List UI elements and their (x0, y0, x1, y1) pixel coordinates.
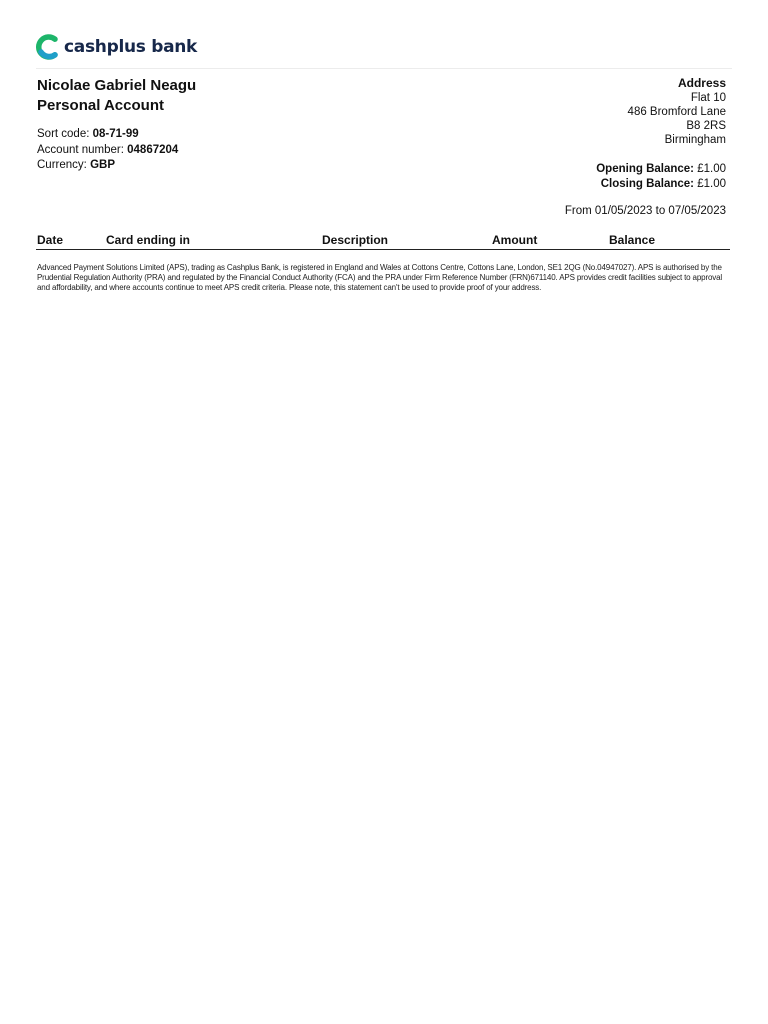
balances-block (596, 162, 726, 191)
sort-code-line (37, 127, 178, 143)
column-header-amount: Amount (492, 233, 538, 247)
sort-code-label: Sort code: (37, 128, 90, 140)
currency-line (37, 158, 178, 174)
column-header-description: Description (322, 233, 389, 247)
address-block (628, 76, 726, 147)
account-holder-block (37, 76, 196, 116)
closing-balance-label: Closing Balance: (600, 177, 695, 190)
column-header-balance: Balance (609, 233, 656, 247)
address-line: B8 2RS (686, 120, 726, 132)
cashplus-logo (36, 33, 197, 61)
opening-balance-value: £1.00 (697, 163, 726, 175)
column-header-card: Card ending in (106, 233, 190, 247)
closing-balance-value: £1.00 (697, 177, 726, 190)
sort-code-value: 08-71-99 (92, 128, 139, 140)
opening-balance-label: Opening Balance: (596, 163, 695, 175)
cashplus-c-icon (36, 33, 60, 61)
account-details (37, 127, 178, 174)
brand-name: cashplus bank (64, 36, 198, 57)
column-header-date: Date (37, 233, 64, 247)
address-line: Flat 10 (690, 92, 726, 104)
account-holder-name: Nicolae Gabriel Neagu (37, 77, 197, 94)
address-line: Birmingham (664, 134, 726, 146)
address-line: 486 Bromford Lane (627, 106, 726, 118)
account-number-label: Account number: (37, 143, 124, 156)
account-number-line (37, 143, 178, 159)
statement-period: From 01/05/2023 to 07/05/2023 (564, 205, 726, 217)
transactions-table-header (36, 232, 730, 250)
account-type: Personal Account (37, 97, 164, 114)
currency-value: GBP (90, 159, 115, 171)
account-number-value: 04867204 (127, 143, 179, 156)
closing-balance-line (596, 177, 726, 192)
currency-label: Currency: (37, 159, 87, 171)
address-title: Address (677, 76, 726, 90)
opening-balance-line (596, 162, 726, 177)
regulatory-disclaimer: Advanced Payment Solutions Limited (APS), trading as Cashplus Bank, is registered in England and Wales at Cottons Centre, Cottons Lane, London, SE1 2QG (No.04947027). APS is authorised by the Prudential Regulation Authority (PRA) and regulated by the Financial Conduct Authority (FCA) and the PRA under Firm Reference Number (FRN)671140. APS provides credit facilities subject to approval and affordability, and where accounts continue to meet APS credit criteria. Please note, this statement can't be used to provide proof of your address. (37, 263, 723, 292)
header-divider (36, 68, 732, 69)
